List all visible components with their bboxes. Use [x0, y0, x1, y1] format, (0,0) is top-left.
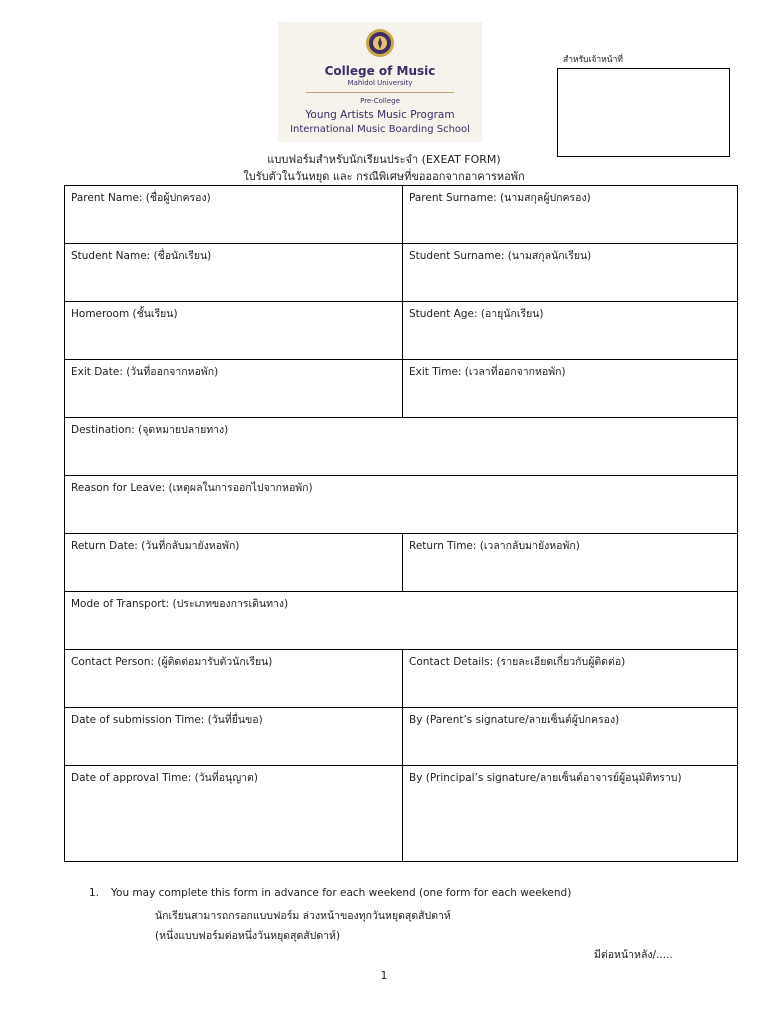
- logo-divider: [306, 92, 454, 93]
- exit-date-field[interactable]: Exit Date: (วันที่ออกจากหอพัก): [65, 360, 403, 418]
- parent-name-field[interactable]: Parent Name: (ชื่อผู้ปกครอง): [65, 186, 403, 244]
- return-time-field[interactable]: Return Time: (เวลากลับมายังหอพัก): [403, 534, 738, 592]
- note-thai-line2: (หนึ่งแบบฟอร์มต่อหนึ่งวันหยุดสุดสัปดาห์): [155, 930, 341, 942]
- destination-field[interactable]: Destination: (จุดหมายปลายทาง): [65, 418, 738, 476]
- contact-details-field[interactable]: Contact Details: (รายละเอียดเกี่ยวกับผู้ติดต่อ): [403, 650, 738, 708]
- transport-field[interactable]: Mode of Transport: (ประเภทของการเดินทาง): [65, 592, 738, 650]
- reason-field[interactable]: Reason for Leave: (เหตุผลในการออกไปจากหอพัก): [65, 476, 738, 534]
- logo-college: College of Music: [324, 64, 436, 78]
- note-number: 1.: [89, 887, 100, 899]
- continued-note: มีต่อหน้าหลัง/.....: [594, 949, 673, 961]
- return-date-field[interactable]: Return Date: (วันที่กลับมายังหอพัก): [65, 534, 403, 592]
- student-name-field[interactable]: Student Name: (ชื่อนักเรียน): [65, 244, 403, 302]
- student-surname-field[interactable]: Student Surname: (นามสกุลนักเรียน): [403, 244, 738, 302]
- office-use-label: สำหรับเจ้าหน้าที่: [563, 55, 623, 65]
- page-number: 1: [380, 969, 388, 982]
- approval-date-field[interactable]: Date of approval Time: (วันที่อนุญาต): [65, 766, 403, 862]
- contact-person-field[interactable]: Contact Person: (ผู้ติดต่อมารับตัวนักเรียน): [65, 650, 403, 708]
- homeroom-field[interactable]: Homeroom (ชั้นเรียน): [65, 302, 403, 360]
- parent-signature-field[interactable]: By (Parent’s signature/ลายเซ็นต์ผู้ปกครอง): [403, 708, 738, 766]
- logo-university: Mahidol University: [347, 79, 413, 87]
- note-english: You may complete this form in advance for each weekend (one form for each weekend): [111, 887, 572, 899]
- logo-school: International Music Boarding School: [290, 124, 470, 135]
- exeat-form-table: [64, 185, 738, 862]
- form-subtitle: ใบรับตัวในวันหยุด และ กรณีพิเศษที่ขอออกจากอาคารหอพัก: [243, 170, 525, 183]
- university-seal-icon: [365, 28, 395, 58]
- student-age-field[interactable]: Student Age: (อายุนักเรียน): [403, 302, 738, 360]
- office-use-box: [557, 68, 730, 157]
- logo-pre-college: Pre-College: [360, 97, 400, 105]
- principal-signature-field[interactable]: By (Principal’s signature/ลายเซ็นต์อาจารย์ผู้อนุมัติทราบ): [403, 766, 738, 862]
- note-thai-line1: นักเรียนสามารถกรอกแบบฟอร์ม ล่วงหน้าของทุกวันหยุดสุดสัปดาห์: [155, 910, 451, 922]
- logo-program: Young Artists Music Program: [305, 109, 455, 121]
- exit-time-field[interactable]: Exit Time: (เวลาที่ออกจากหอพัก): [403, 360, 738, 418]
- parent-surname-field[interactable]: Parent Surname: (นามสกุลผู้ปกครอง): [403, 186, 738, 244]
- form-title: แบบฟอร์มสำหรับนักเรียนประจำ (EXEAT FORM): [267, 153, 501, 166]
- college-logo: [278, 22, 482, 142]
- submission-date-field[interactable]: Date of submission Time: (วันที่ยื่นขอ): [65, 708, 403, 766]
